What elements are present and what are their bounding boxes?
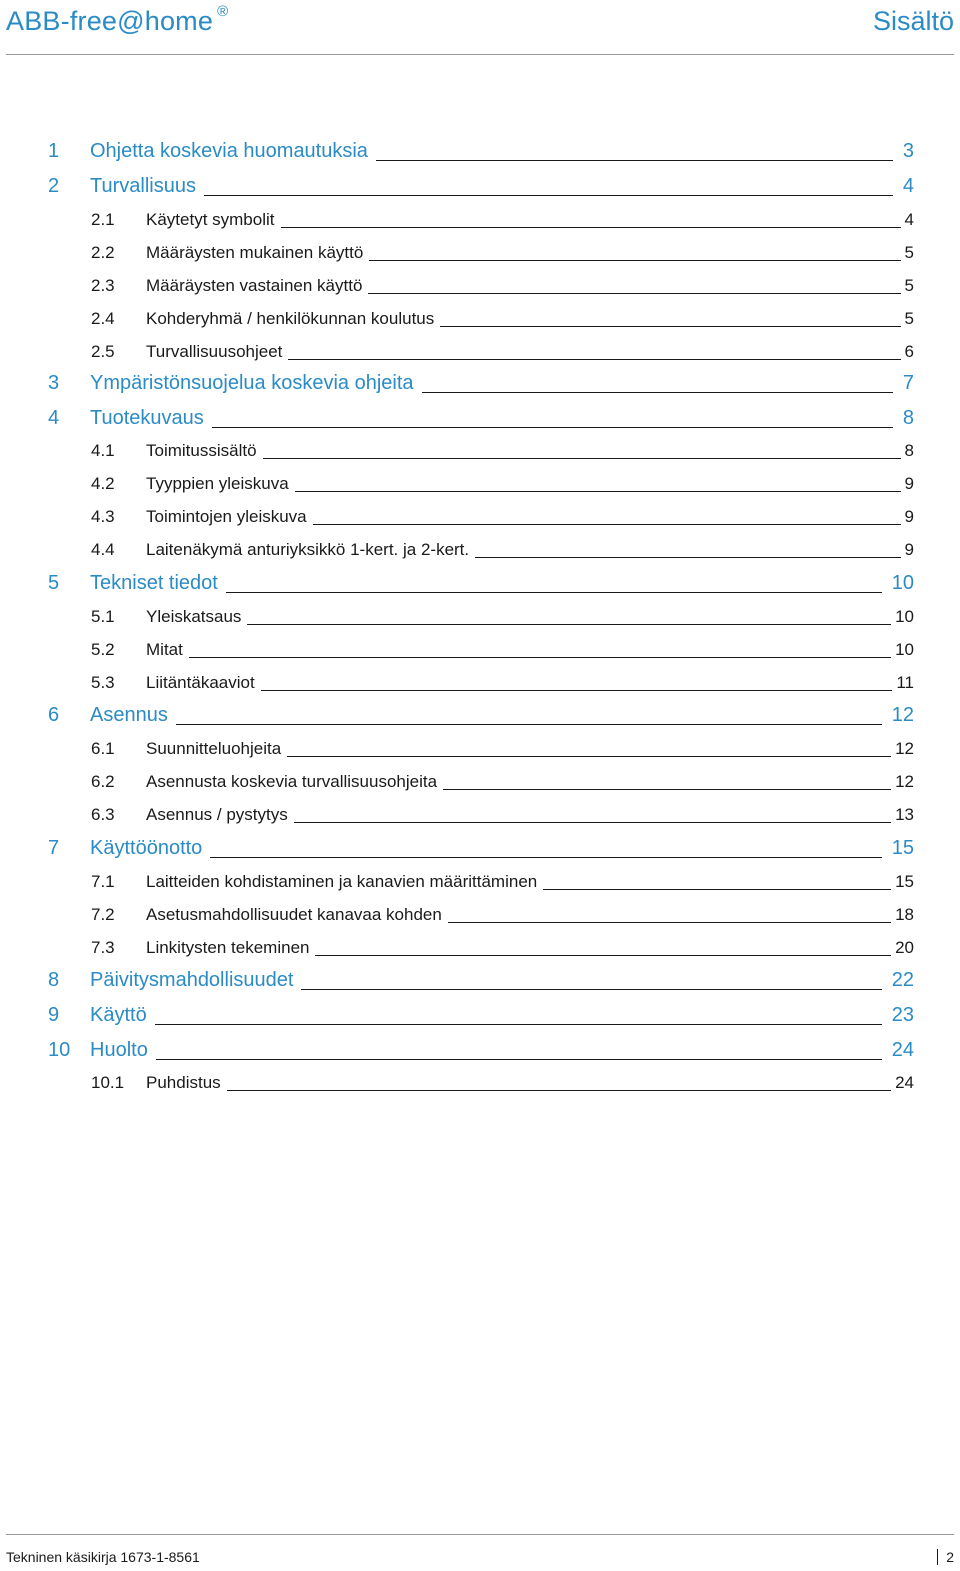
- toc-entry-page: 8: [902, 407, 914, 429]
- registered-mark: ®: [217, 3, 229, 20]
- toc-entry-page: 22: [891, 969, 914, 991]
- toc-leader-line: [288, 359, 901, 360]
- brand-title: [6, 3, 229, 37]
- toc-entry[interactable]: [0, 868, 960, 894]
- toc-leader-line: [156, 1059, 882, 1060]
- toc-entry-page: 4: [904, 210, 914, 229]
- toc-leader-line: [226, 592, 882, 593]
- toc-leader-line: [295, 491, 901, 492]
- toc-entry-page: 9: [904, 507, 914, 526]
- toc-entry-number: 1: [48, 140, 60, 162]
- toc-leader-line: [176, 724, 882, 725]
- toc-leader-line: [204, 195, 893, 196]
- toc-leader-line: [368, 293, 901, 294]
- toc-entry-number: 2.2: [91, 243, 115, 262]
- toc-leader-line: [422, 392, 893, 393]
- toc-entry-label: Turvallisuusohjeet: [146, 342, 283, 361]
- toc-entry-number: 2: [48, 175, 60, 197]
- toc-entry[interactable]: [0, 470, 960, 496]
- toc-entry[interactable]: [0, 536, 960, 562]
- toc-leader-line: [189, 657, 891, 658]
- toc-entry[interactable]: [0, 137, 960, 165]
- toc-entry-number: 4.2: [91, 474, 115, 493]
- footer-document-id: Tekninen käsikirja 1673-1-8561: [6, 1549, 200, 1565]
- toc-entry[interactable]: [0, 272, 960, 298]
- toc-entry[interactable]: [0, 701, 960, 729]
- toc-entry-number: 4.3: [91, 507, 115, 526]
- toc-entry-page: 4: [902, 175, 914, 197]
- toc-entry[interactable]: [0, 437, 960, 463]
- toc-entry[interactable]: [0, 369, 960, 397]
- toc-entry[interactable]: [0, 966, 960, 994]
- toc-entry-number: 2.5: [91, 342, 115, 361]
- footer-divider: [6, 1534, 954, 1535]
- toc-entry-label: Yleiskatsaus: [146, 607, 242, 626]
- toc-entry-number: 5.3: [91, 673, 115, 692]
- toc-entry-label: Asennusta koskevia turvallisuusohjeita: [146, 772, 438, 791]
- toc-entry[interactable]: [0, 1001, 960, 1029]
- toc-entry[interactable]: [0, 569, 960, 597]
- toc-entry[interactable]: [0, 1069, 960, 1095]
- toc-entry-label: Asennus: [90, 704, 168, 726]
- toc-entry[interactable]: [0, 834, 960, 862]
- toc-entry-label: Huolto: [90, 1039, 148, 1061]
- page-header: [6, 0, 954, 55]
- toc-entry[interactable]: [0, 503, 960, 529]
- toc-leader-line: [301, 989, 882, 990]
- toc-entry-page: 12: [895, 772, 914, 791]
- toc-entry-number: 5.2: [91, 640, 115, 659]
- toc-entry-label: Laitteiden kohdistaminen ja kanavien määrittäminen: [146, 872, 538, 891]
- toc-entry-label: Asetusmahdollisuudet kanavaa kohden: [146, 905, 442, 924]
- toc-entry-page: 3: [902, 140, 914, 162]
- toc-entry-number: 10.1: [91, 1073, 125, 1092]
- toc-entry-label: Toimintojen yleiskuva: [146, 507, 307, 526]
- toc-entry-number: 10: [48, 1039, 71, 1061]
- toc-leader-line: [247, 624, 891, 625]
- toc-entry[interactable]: [0, 934, 960, 960]
- toc-entry-page: 5: [904, 309, 914, 328]
- toc-entry-page: 24: [895, 1073, 914, 1092]
- toc-entry[interactable]: [0, 603, 960, 629]
- toc-entry-label: Tyyppien yleiskuva: [146, 474, 289, 493]
- toc-entry-label: Liitäntäkaaviot: [146, 673, 255, 692]
- toc-entry[interactable]: [0, 901, 960, 927]
- toc-leader-line: [261, 690, 892, 691]
- toc-leader-line: [313, 524, 901, 525]
- toc-entry-number: 7.3: [91, 938, 115, 957]
- toc-entry[interactable]: [0, 1036, 960, 1064]
- toc-entry-label: Käyttöönotto: [90, 837, 203, 859]
- toc-entry-number: 6: [48, 704, 60, 726]
- toc-entry-page: 5: [904, 276, 914, 295]
- toc-entry-page: 23: [891, 1004, 914, 1026]
- toc-entry[interactable]: [0, 404, 960, 432]
- toc-entry[interactable]: [0, 801, 960, 827]
- toc-entry-page: 15: [891, 837, 914, 859]
- toc-entry-number: 5: [48, 572, 60, 594]
- toc-leader-line: [281, 227, 901, 228]
- toc-leader-line: [440, 326, 901, 327]
- toc-leader-line: [155, 1024, 882, 1025]
- toc-entry-page: 8: [904, 441, 914, 460]
- toc-entry-label: Toimitussisältö: [146, 441, 257, 460]
- toc-entry-page: 15: [895, 872, 914, 891]
- toc-entry-label: Määräysten mukainen käyttö: [146, 243, 364, 262]
- toc-entry-page: 18: [895, 905, 914, 924]
- toc-entry-number: 2.4: [91, 309, 115, 328]
- toc-leader-line: [210, 857, 882, 858]
- toc-entry-label: Asennus / pystytys: [146, 805, 288, 824]
- toc-entry[interactable]: [0, 669, 960, 695]
- toc-entry-label: Linkitysten tekeminen: [146, 938, 310, 957]
- toc-entry-number: 2.1: [91, 210, 115, 229]
- toc-leader-line: [369, 260, 901, 261]
- toc-entry-number: 3: [48, 372, 60, 394]
- toc-entry-label: Ympäristönsuojelua koskevia ohjeita: [90, 372, 414, 394]
- toc-entry-page: 7: [902, 372, 914, 394]
- toc-entry-page: 9: [904, 540, 914, 559]
- toc-leader-line: [294, 822, 891, 823]
- toc-entry-number: 5.1: [91, 607, 115, 626]
- toc-entry[interactable]: [0, 338, 960, 364]
- toc-entry-number: 4.4: [91, 540, 115, 559]
- toc-entry-label: Ohjetta koskevia huomautuksia: [90, 140, 368, 162]
- toc-entry-number: 6.1: [91, 739, 115, 758]
- toc-entry-number: 7: [48, 837, 60, 859]
- toc-entry-label: Turvallisuus: [90, 175, 196, 197]
- toc-entry-label: Käyttö: [90, 1004, 147, 1026]
- toc-entry-label: Laitenäkymä anturiyksikkö 1-kert. ja 2-kert.: [146, 540, 470, 559]
- toc-entry[interactable]: [0, 636, 960, 662]
- section-title: Sisältö: [872, 6, 954, 36]
- toc-entry-number: 8: [48, 969, 60, 991]
- toc-entry-label: Päivitysmahdollisuudet: [90, 969, 294, 991]
- toc-entry[interactable]: [0, 735, 960, 761]
- toc-leader-line: [315, 955, 891, 956]
- toc-entry-page: 6: [904, 342, 914, 361]
- toc-leader-line: [448, 922, 891, 923]
- toc-leader-line: [475, 557, 901, 558]
- toc-entry-page: 10: [891, 572, 914, 594]
- toc-entry-page: 24: [891, 1039, 914, 1061]
- toc-entry-number: 6.2: [91, 772, 115, 791]
- toc-entry-page: 11: [896, 673, 914, 692]
- toc-entry-page: 10: [895, 640, 914, 659]
- toc-entry-label: Määräysten vastainen käyttö: [146, 276, 363, 295]
- toc-entry-label: Kohderyhmä / henkilökunnan koulutus: [146, 309, 435, 328]
- toc-entry-page: 12: [895, 739, 914, 758]
- toc-entry-page: 5: [904, 243, 914, 262]
- footer-page-number: 2: [937, 1549, 954, 1565]
- toc-leader-line: [212, 427, 893, 428]
- toc-leader-line: [376, 160, 893, 161]
- toc-entry[interactable]: [0, 206, 960, 232]
- toc-entry-label: Suunnitteluohjeita: [146, 739, 282, 758]
- toc-entry-page: 20: [895, 938, 914, 957]
- toc-entry-label: Mitat: [146, 640, 183, 659]
- toc-entry[interactable]: [0, 305, 960, 331]
- toc-entry-number: 2.3: [91, 276, 115, 295]
- toc-entry-page: 12: [891, 704, 914, 726]
- toc-entry-number: 4: [48, 407, 60, 429]
- toc-entry[interactable]: [0, 172, 960, 200]
- toc-leader-line: [263, 458, 901, 459]
- toc-entry-page: 10: [895, 607, 914, 626]
- toc-entry[interactable]: [0, 239, 960, 265]
- toc-entry-number: 6.3: [91, 805, 115, 824]
- toc-leader-line: [227, 1090, 891, 1091]
- toc-entry-label: Puhdistus: [146, 1073, 221, 1092]
- toc-entry-number: 4.1: [91, 441, 115, 460]
- toc-entry-label: Tuotekuvaus: [90, 407, 204, 429]
- toc-entry-page: 9: [904, 474, 914, 493]
- brand-name: ABB-free@home: [6, 6, 214, 36]
- toc-entry-number: 7.2: [91, 905, 115, 924]
- toc-entry-number: 7.1: [91, 872, 115, 891]
- toc-entry-page: 13: [895, 805, 914, 824]
- toc-entry-label: Tekniset tiedot: [90, 572, 218, 594]
- toc-leader-line: [543, 889, 891, 890]
- toc-leader-line: [443, 789, 891, 790]
- toc-entry[interactable]: [0, 768, 960, 794]
- toc-entry-label: Käytetyt symbolit: [146, 210, 275, 229]
- toc-leader-line: [287, 756, 891, 757]
- toc-entry-number: 9: [48, 1004, 60, 1026]
